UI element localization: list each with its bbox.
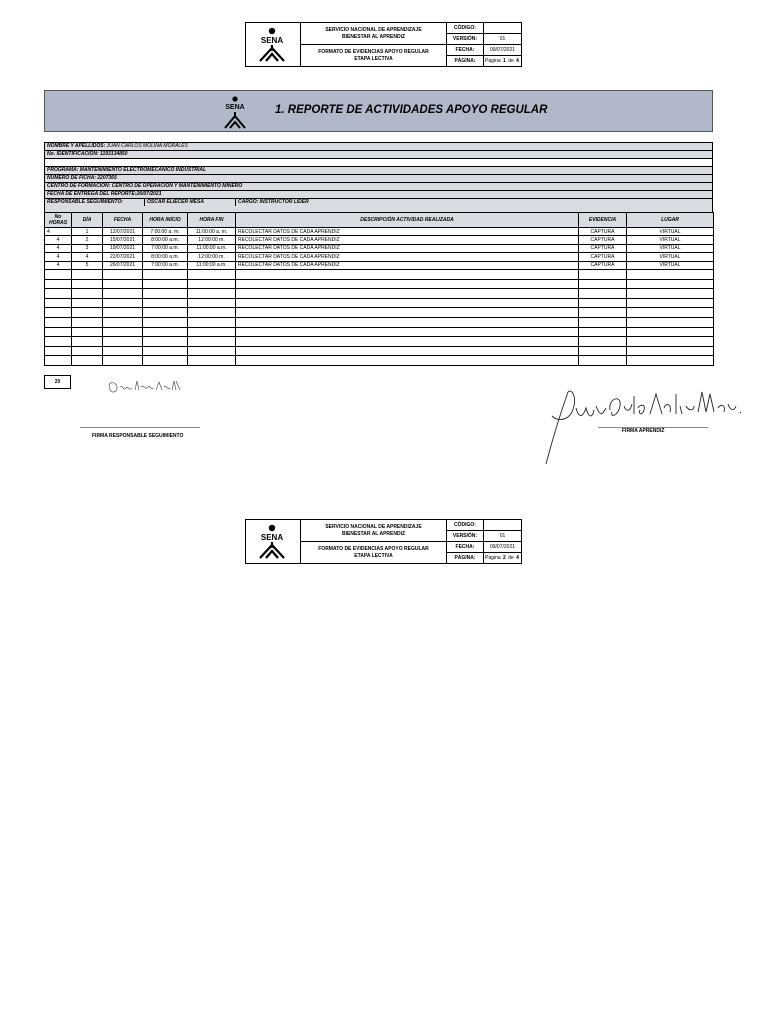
col-header: DÍA <box>72 213 103 228</box>
fecha-entrega-row: FECHA DE ENTREGA DEL REPORTE:26/07/2021 <box>44 190 713 198</box>
cell-description: RECOLECTAR DATOS DE CADA APRENDIZ <box>236 244 579 252</box>
cell-place: VIRTUAL <box>627 236 714 244</box>
cell-place: VIRTUAL <box>627 261 714 269</box>
sena-logo <box>246 23 301 66</box>
version-value: 01 <box>499 36 506 42</box>
responsable-signature <box>104 378 184 398</box>
cell-evidence: CAPTURA <box>579 261 627 269</box>
sena-logo-icon <box>246 23 298 66</box>
col-header: LUGAR <box>627 213 714 228</box>
org-name: SERVICIO NACIONAL DE APRENDIZAJE <box>325 523 422 530</box>
sena-logo <box>246 520 301 563</box>
cell-hours: 4 <box>45 261 72 269</box>
cell-day: 4 <box>72 253 103 261</box>
cell-evidence: CAPTURA <box>579 253 627 261</box>
cell-end: 12:00:00 m. <box>188 236 236 244</box>
cell-start: 7:00:00 a.m. <box>143 244 188 252</box>
cell-day: 2 <box>72 236 103 244</box>
cell-place: VIRTUAL <box>627 228 714 236</box>
col-header: DESCRIPCIÓN ACTIVIDAD REALIZADA <box>236 213 579 228</box>
cell-description: RECOLECTAR DATOS DE CADA APRENDIZ <box>236 261 579 269</box>
svg-text:SENA: SENA <box>260 533 284 542</box>
table-header-row <box>45 213 714 228</box>
document-header <box>245 22 522 67</box>
ficha-row: NUMERO DE FICHA: 2207365 <box>44 174 713 182</box>
cell-start: 8:00:00 a.m. <box>143 236 188 244</box>
codigo-label: CÓDIGO: <box>447 23 484 33</box>
cell-day: 3 <box>72 244 103 252</box>
document-header-page2 <box>245 519 522 564</box>
format-line2: ETAPA LECTIVA <box>354 55 393 62</box>
fecha-label: FECHA: <box>447 45 484 55</box>
aprendiz-signature <box>538 386 748 466</box>
table-row <box>45 253 714 261</box>
cell-start: 7:00:00 a. m. <box>143 228 188 236</box>
sena-logo-icon <box>217 94 253 130</box>
table-row <box>45 279 714 289</box>
cell-end: 11:00:00 a.m. <box>188 244 236 252</box>
table-row <box>45 289 714 299</box>
report-title: 1. REPORTE DE ACTIVIDADES APOYO REGULAR <box>275 104 548 116</box>
pagina-value: Página 2 de 4 <box>485 555 519 561</box>
cell-end: 11:00:00 a.m. <box>188 261 236 269</box>
fecha-value: 09/07/2021 <box>489 47 516 53</box>
aprendiz-signature-label: FIRMA APRENDIZ <box>622 428 665 434</box>
responsable-value: OSCAR ELIECER MESA <box>144 199 204 206</box>
spacer-row <box>44 158 713 166</box>
cell-date: 12/07/2021 <box>103 228 143 236</box>
fecha-value: 09/07/2021 <box>489 544 516 550</box>
org-name: SERVICIO NACIONAL DE APRENDIZAJE <box>325 26 422 33</box>
identificacion-row: No. IDENTIFICACIÓN: 1193134850 <box>44 150 713 158</box>
cell-day: 1 <box>72 228 103 236</box>
nombre-row: NOMBRE Y APELLIDOS: JUAN CARLOS MOLINA MORALES <box>44 142 713 150</box>
cell-end: 12:00:00 m. <box>188 253 236 261</box>
svg-text:SENA: SENA <box>260 36 284 45</box>
cell-hours: 4 <box>45 244 72 252</box>
table-row <box>45 317 714 327</box>
cell-evidence: CAPTURA <box>579 244 627 252</box>
cell-date: 22/07/2021 <box>103 253 143 261</box>
table-row <box>45 356 714 366</box>
nombre-value: JUAN CARLOS MOLINA MORALES <box>106 143 188 149</box>
version-label: VERSIÓN: <box>447 34 484 44</box>
dept-name: BIENESTAR AL APRENDIZ <box>341 530 406 537</box>
dept-name: BIENESTAR AL APRENDIZ <box>341 33 406 40</box>
cell-hours: 4 <box>45 236 72 244</box>
cell-description: RECOLECTAR DATOS DE CADA APRENDIZ <box>236 236 579 244</box>
cell-start: 8:00:00 a.m. <box>143 253 188 261</box>
table-row <box>45 244 714 252</box>
pagina-value: Página 1 de 4 <box>485 58 519 64</box>
table-row <box>45 269 714 279</box>
table-row <box>45 327 714 337</box>
total-hours: 20 <box>44 375 71 389</box>
cell-hours: 4 <box>45 228 72 236</box>
format-line1: FORMATO DE EVIDENCIAS APOYO REGULAR <box>318 545 429 552</box>
pagina-label: PÁGINA: <box>447 56 484 66</box>
cell-description: RECOLECTAR DATOS DE CADA APRENDIZ <box>236 228 579 236</box>
cell-date: 19/07/2021 <box>103 244 143 252</box>
cell-place: VIRTUAL <box>627 253 714 261</box>
table-row <box>45 346 714 356</box>
report-banner <box>44 90 713 132</box>
col-header: FECHA <box>103 213 143 228</box>
cargo-value: CARGO: INSTRUCTOR LIDER <box>235 199 309 206</box>
table-row <box>45 308 714 318</box>
cell-description: RECOLECTAR DATOS DE CADA APRENDIZ <box>236 253 579 261</box>
cell-date: 26/07/2021 <box>103 261 143 269</box>
cell-place: VIRTUAL <box>627 244 714 252</box>
col-header: EVIDENCIA <box>579 213 627 228</box>
col-header: HORA FIN <box>188 213 236 228</box>
codigo-value <box>484 520 521 530</box>
cell-start: 7:00:00 a.m. <box>143 261 188 269</box>
table-row <box>45 298 714 308</box>
table-row <box>45 236 714 244</box>
programa-row: PROGRAMA: MANTENIMIENTO ELECTROMECANICO INDUSTRIAL <box>44 166 713 174</box>
format-line1: FORMATO DE EVIDENCIAS APOYO REGULAR <box>318 48 429 55</box>
codigo-value <box>484 23 521 33</box>
cell-hours: 4 <box>45 253 72 261</box>
cell-evidence: CAPTURA <box>579 236 627 244</box>
responsable-signature-line <box>80 427 200 428</box>
cell-day: 5 <box>72 261 103 269</box>
responsable-row <box>44 198 713 212</box>
fecha-label: FECHA: <box>447 542 484 552</box>
version-label: VERSIÓN: <box>447 531 484 541</box>
cell-evidence: CAPTURA <box>579 228 627 236</box>
format-line2: ETAPA LECTIVA <box>354 552 393 559</box>
responsable-label: RESPONSABLE SEGUIMIENTO: <box>47 199 124 205</box>
sena-logo-icon <box>246 520 298 563</box>
table-row <box>45 337 714 347</box>
cell-date: 15/07/2021 <box>103 236 143 244</box>
col-header: HORA INICIO <box>143 213 188 228</box>
pagina-label: PÁGINA: <box>447 553 484 563</box>
table-row <box>45 228 714 236</box>
cell-end: 11:00:00 a. m. <box>188 228 236 236</box>
table-row <box>45 261 714 269</box>
codigo-label: CÓDIGO: <box>447 520 484 530</box>
centro-row: CENTRO DE FORMACIÓN: CENTRO DE OPERACIÓN Y MANTENIMIENTO MINERO <box>44 182 713 190</box>
version-value: 01 <box>499 533 506 539</box>
svg-text:SENA: SENA <box>225 104 245 111</box>
responsable-signature-label: FIRMA RESPONSABLE SEGUIMIENTO <box>92 433 184 439</box>
activities-table <box>44 212 714 366</box>
col-header: No HORAS <box>45 213 72 228</box>
